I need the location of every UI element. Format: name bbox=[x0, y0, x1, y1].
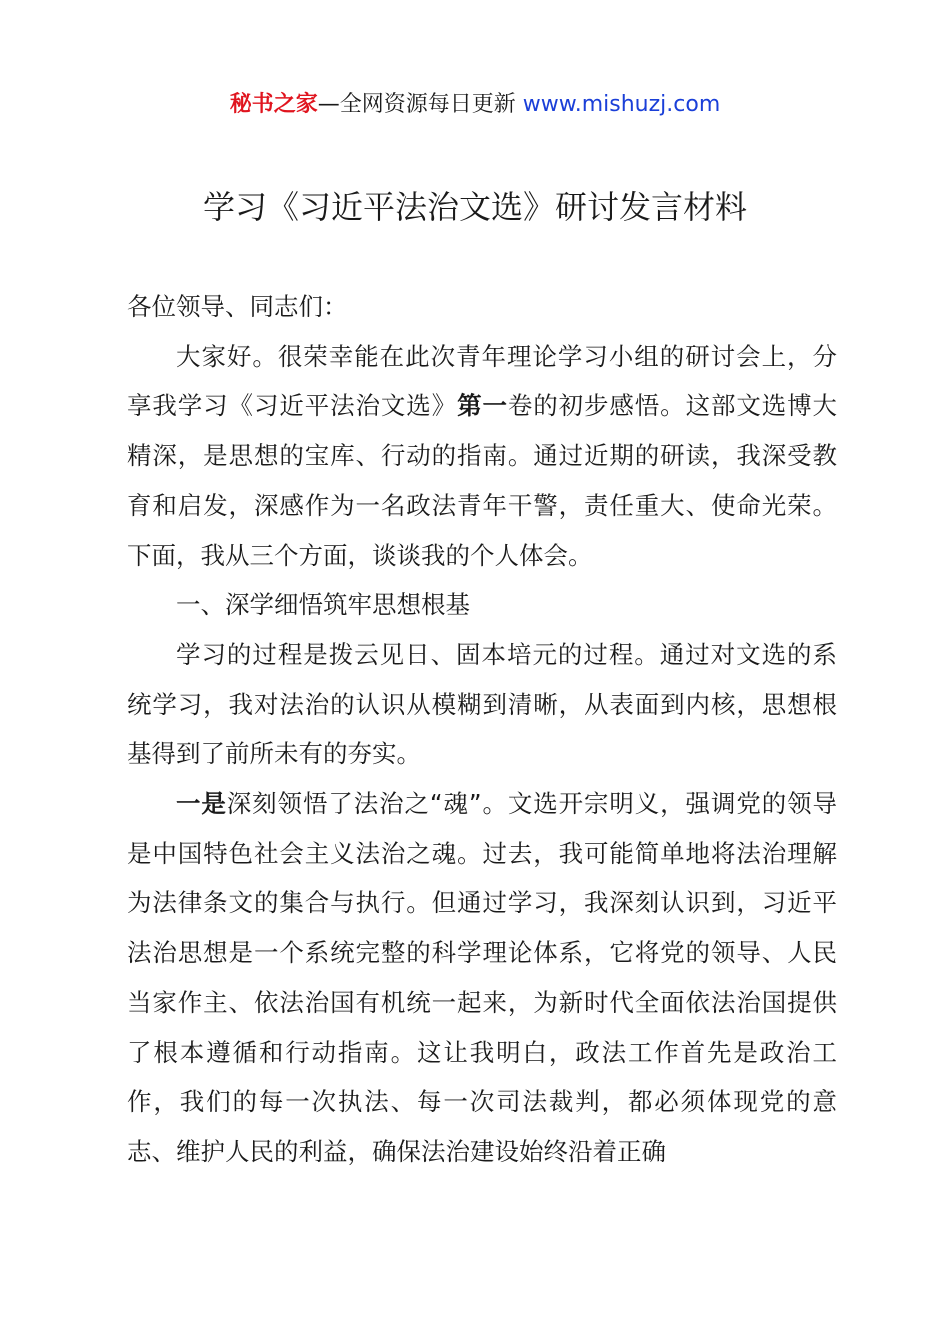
site-tagline: —全网资源每日更新 bbox=[317, 92, 523, 117]
section-heading-1: 一、深学细悟筑牢思想根基 bbox=[176, 590, 470, 620]
document-body bbox=[127, 282, 837, 1177]
site-brand: 秘书之家 bbox=[229, 92, 318, 117]
site-header bbox=[0, 88, 950, 122]
intro-text-start: 大家好。很荣幸能在此次青年理论学习小组的研讨会上，分享我学习《习近平法治文选》 bbox=[127, 341, 837, 421]
document-title: 学习《习近平法治文选》研讨发言材料 bbox=[202, 188, 747, 226]
point-1-paragraph bbox=[127, 779, 837, 1177]
site-url-link[interactable]: www.mishuzj.com bbox=[522, 92, 721, 117]
section-1-paragraph: 学习的过程是拨云见日、固本培元的过程。通过对文选的系统学习，我对法治的认识从模糊到清晰，从表面到内核，思想根基得到了前所未有的夯实。 bbox=[127, 639, 837, 769]
point-1-text: 深刻领悟了法治之“魂”。文选开宗明义，强调党的领导是中国特色社会主义法治之魂。过去，我可能简单地将法治理解为法律条文的集合与执行。但通过学习，我深刻认识到，习近平法治思想是一个系统完整的科学理论体系，它将党的领导、人民当家作主、依法治国有机统一起来，为新时代全面依法治国提供了根本遵循和行动指南。这让我明白，政法工作首先是政治工作，我们的每一次执法、每一次司法裁判，都必须体现党的意志、维护人民的利益，确保法治建设始终沿着正确 bbox=[127, 789, 837, 1166]
salutation: 各位领导、同志们： bbox=[127, 292, 348, 321]
point-1-marker: 一是 bbox=[176, 789, 227, 819]
intro-bold-text: 第一 bbox=[457, 391, 508, 421]
intro-text-end: 卷的初步感悟。这部文选博大精深，是思想的宝库、行动的指南。通过近期的研读，我深受教育和启发，深感作为一名政法青年干警，责任重大、使命光荣。下面，我从三个方面，谈谈我的个人体会。 bbox=[127, 391, 838, 570]
intro-paragraph bbox=[127, 332, 837, 581]
